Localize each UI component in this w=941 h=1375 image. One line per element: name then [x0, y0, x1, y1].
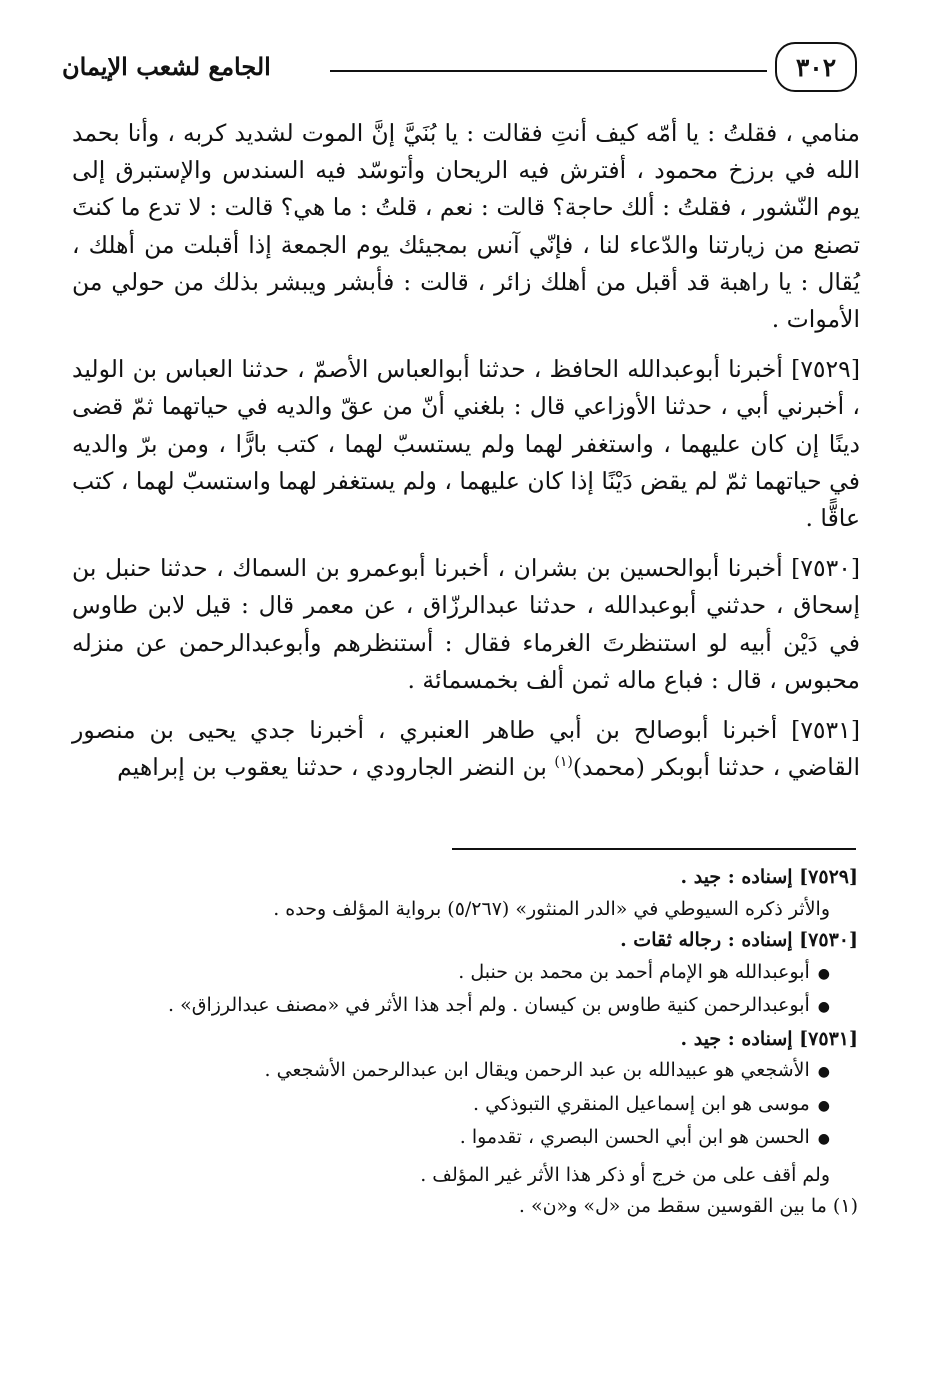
text-line: بن النضر الجارودي ، حدثنا يعقوب بن إبراهيم: [117, 753, 555, 782]
list-item: [110, 957, 830, 991]
hadith-number: [٧٥٣٠]: [791, 554, 860, 583]
note-list-7531: [110, 1055, 858, 1156]
text-line: أخبرنا أبوالحسين بن بشران ، أخبرنا أبوعمرو بن السماك ، حدثنا حنبل بن: [72, 554, 783, 583]
text-line: دَيْن أبيه لو استنظرتَ الغرماء فقال : أستنظرهم وأبوعبدالرحمن عن منزله محبوس ،: [72, 628, 860, 694]
list-item: [110, 1055, 830, 1089]
hadith-7530: [72, 550, 860, 699]
note-list-7530: [110, 957, 858, 1024]
main-text: [72, 115, 860, 799]
note-heading-7530: [٧٥٣٠] إسناده : رجاله ثقات .: [620, 929, 858, 951]
bullet-icon: ●: [817, 1131, 830, 1147]
list-item-text: الحسن هو ابن أبي الحسن البصري ، تقدموا .: [459, 1126, 810, 1148]
text-line: القاضي ، حدثنا أبوبكر (محمد): [572, 753, 860, 782]
note-heading-7531: [٧٥٣١] إسناده : جيد .: [680, 1027, 858, 1050]
hadith-7529: [72, 351, 860, 537]
list-item: [110, 990, 830, 1024]
notes-section: [110, 862, 858, 1223]
hadith-number: [٧٥٣١]: [791, 716, 860, 745]
text-line: قال : فباع ماله ثمن ألف بخمسمائة .: [407, 665, 762, 694]
page-number-badge: ٣٠٢: [775, 42, 857, 92]
list-item: [110, 1122, 830, 1156]
text-line: فقلتُ : ألك حاجة؟ قالت : نعم ، قلتُ : ما هي؟ قالت : لا تدع ما كنتَ تصنع من: [72, 193, 860, 259]
note-text-7529: والأثر ذكره السيوطي في «الدر المنثور» (٥/٢٦٧) برواية المؤلف وحده .: [273, 897, 830, 920]
text-line: قد أقبل من أهلك زائر ، قالت : فأبشر ويبشر بذلك من حولي من الأموات .: [72, 267, 860, 334]
running-title: الجامع لشعب الإيمان: [62, 52, 271, 81]
footnote-divider: [452, 848, 856, 850]
list-item-text: الأشجعي هو عبيدالله بن عبد الرحمن ويقال ابن عبدالرحمن الأشجعي .: [264, 1059, 810, 1081]
paragraph-continuation: [72, 115, 860, 338]
footnote-1: (١) ما بين القوسين سقط من «ل» و«ن» .: [518, 1195, 858, 1217]
bullet-icon: ●: [817, 1064, 830, 1080]
bullet-icon: ●: [817, 999, 830, 1015]
list-item-text: أبوعبدالرحمن كنية طاوس بن كيسان . ولم أجد هذا الأثر في «مصنف عبدالرزاق» .: [168, 994, 810, 1016]
bullet-icon: ●: [817, 1097, 830, 1114]
text-line: إسحاق ، حدثني أبوعبدالله ، حدثنا عبدالرزّاق ، عن معمر قال : قيل لابن طاوس في: [72, 591, 860, 657]
list-item: [110, 1089, 830, 1123]
hadith-number: [٧٥٢٩]: [791, 355, 860, 384]
text-line: أخبرنا أبوصالح بن أبي طاهر العنبري ، أخبرنا جدي يحيى بن منصور: [72, 716, 778, 745]
list-item-text: موسى هو ابن إسماعيل المنقري التبوذكي .: [473, 1092, 810, 1115]
text-line: الوليد ، أخبرني أبي ، حدثنا الأوزاعي قال : بلغني أنّ من عقّ والديه في حياتهما ثمّ قضى: [72, 355, 860, 421]
text-line: زيارتنا والدّعاء لنا ، فإنّي آنس بمجيئك يوم الجمعة إذا أقبلت من أهلك ، يُقال : يا راهبة: [72, 230, 860, 296]
text-line: ثمّ لم يقض دَيْنًا إذا كان عليهما ، ولم يستغفر لهما واستسبّ لهما ، كتب عاقًّا .: [72, 466, 860, 533]
text-line: دينًا إن كان عليهما ، واستغفر لهما ولم يستسبّ لهما ، كتب بارًّا ، ومن برّ والديه في حياتهما: [72, 429, 860, 495]
note-text-7531: ولم أقف على من خرج أو ذكر هذا الأثر غير المؤلف .: [420, 1163, 830, 1186]
text-line: منامي ، فقلتُ : يا أمّه كيف أنتِ فقالت : يا بُنَيَّ إنَّ الموت لشديد كربه ، وأنا بحمد الله: [72, 119, 860, 185]
bullet-icon: ●: [817, 965, 830, 982]
header-divider: [330, 70, 767, 72]
page-header: [62, 38, 857, 98]
list-item-text: أبوعبدالله هو الإمام أحمد بن محمد بن حنبل .: [458, 960, 810, 983]
note-heading-7529: [٧٥٢٩] إسناده : جيد .: [680, 866, 858, 888]
footnote-reference[interactable]: (١): [554, 754, 573, 771]
hadith-7531: [72, 712, 860, 786]
text-line: في برزخ محمود ، أفترش فيه الريحان وأتوسّد فيه السندس والإستبرق إلى يوم النّشور ،: [72, 156, 860, 222]
text-line: أخبرنا أبوعبدالله الحافظ ، حدثنا أبوالعباس الأصمّ ، حدثنا العباس بن: [132, 355, 783, 384]
